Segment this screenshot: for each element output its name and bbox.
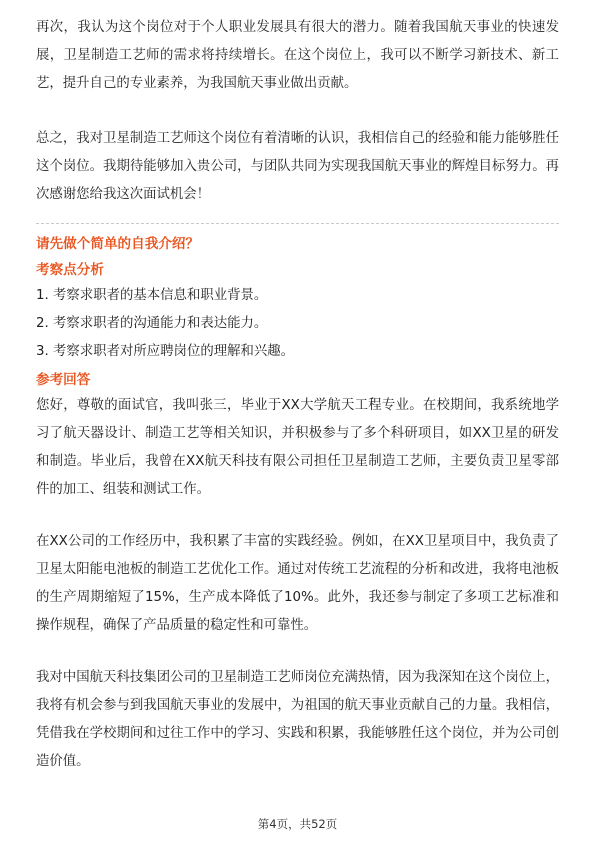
paragraph: 您好，尊敬的面试官，我叫张三，毕业于XX大学航天工程专业。在校期间，我系统地学习了航天器设计、制造工艺等相关知识，并积极参与了多个科研项目，如XX卫星的研发和制造。毕业后，我曾在XX航天科技有限公司担任卫星制造工艺师，主要负责卫星零部件的加工、组装和测试工作。	[36, 398, 559, 497]
analysis-list	[36, 282, 559, 366]
paragraph: 再次，我认为这个岗位对于个人职业发展具有很大的潜力。随着我国航天事业的快速发展，卫星制造工艺师的需求将持续增长。在这个岗位上，我可以不断学习新技术、新工艺，提升自己的专业素养，为我国航天事业做出贡献。	[36, 20, 559, 91]
answer-heading: 参考回答	[36, 372, 91, 388]
page-number: 第4页，共52页	[257, 817, 338, 831]
list-item: 3. 考察求职者对所应聘岗位的理解和兴趣。	[36, 344, 295, 359]
analysis-heading: 考察点分析	[36, 262, 104, 278]
section-divider	[36, 223, 559, 224]
list-item: 2. 考察求职者的沟通能力和表达能力。	[36, 316, 268, 331]
question-title: 请先做个简单的自我介绍？	[36, 236, 200, 252]
list-item: 1. 考察求职者的基本信息和职业背景。	[36, 288, 268, 303]
paragraph: 在XX公司的工作经历中，我积累了丰富的实践经验。例如，在XX卫星项目中，我负责了卫星太阳能电池板的制造工艺优化工作。通过对传统工艺流程的分析和改进，我将电池板的生产周期缩短了15%，生产成本降低了10%。此外，我还参与制定了多项工艺标准和操作规程，确保了产品质量的稳定性和可靠性。	[36, 534, 559, 633]
document-page	[36, 14, 559, 776]
paragraph: 我对中国航天科技集团公司的卫星制造工艺师岗位充满热情，因为我深知在这个岗位上，我将有机会参与到我国航天事业的发展中，为祖国的航天事业贡献自己的力量。我相信，凭借我在学校期间和过往工作中的学习、实践和积累，我能够胜任这个岗位，并为公司创造价值。	[36, 670, 559, 769]
paragraph: 总之，我对卫星制造工艺师这个岗位有着清晰的认识，我相信自己的经验和能力能够胜任这个岗位。我期待能够加入贵公司，与团队共同为实现我国航天事业的辉煌目标努力。再次感谢您给我这次面试机会！	[36, 131, 559, 202]
